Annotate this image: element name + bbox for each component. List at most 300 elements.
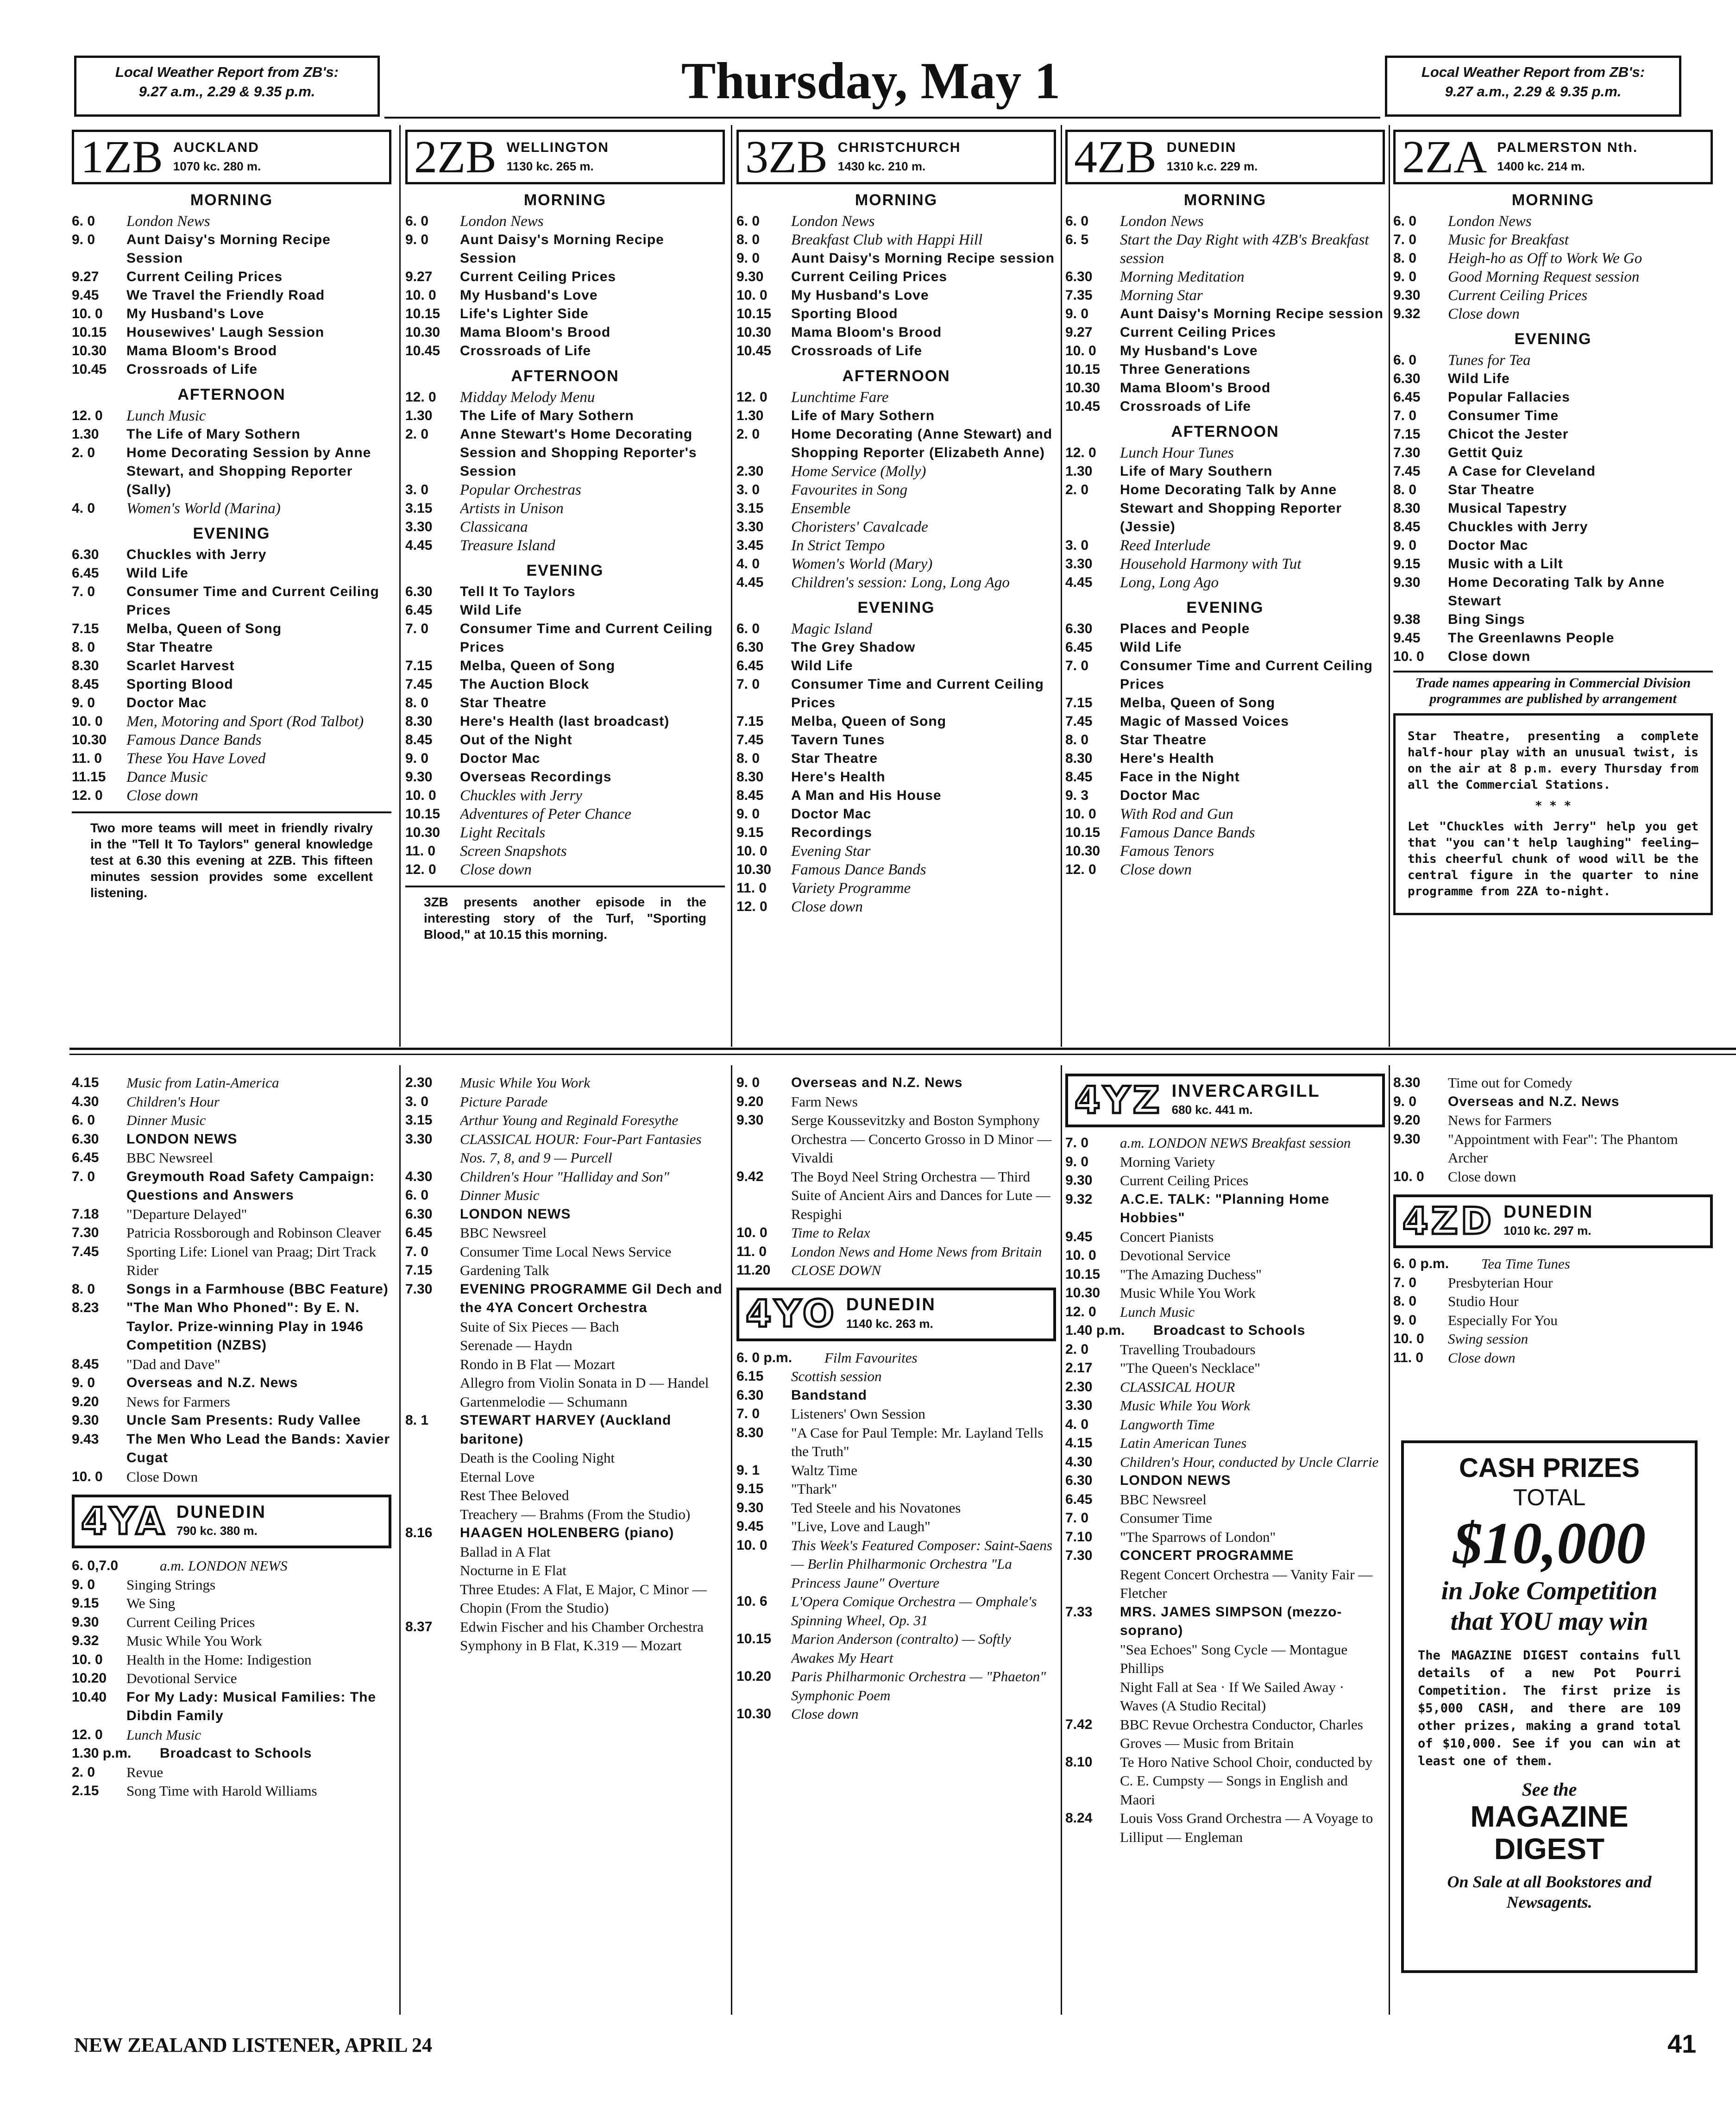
program-row [405,712,725,731]
program-title: Good Morning Request session [1448,269,1640,285]
program-time: 3.30 [1065,556,1093,572]
program-title: A Man and His House [791,788,942,803]
station-3zb [736,130,1056,1047]
program-time [405,1486,460,1505]
program-title: Music While You Work [460,1075,591,1091]
program-row [72,305,391,323]
section-heading: AFTERNOON [177,386,286,403]
program-row [1393,536,1713,555]
program-row [1065,638,1385,657]
program-time: 8.45 [1065,769,1093,785]
program-title: Mama Bloom's Brood [791,325,942,340]
program-time: 6.30 [1065,269,1093,284]
program-title: Music While You Work [126,1633,262,1649]
program-row [405,1111,725,1130]
program-list [1393,191,1713,666]
program-row [72,425,391,444]
program-row [736,898,1056,916]
program-time: 7. 0 [1393,408,1417,423]
program-title: My Husband's Love [126,306,264,321]
program-title: Light Recitals [460,824,546,841]
program-row [405,231,725,268]
program-row [405,1561,725,1580]
program-time: 10.30 [736,862,772,877]
program-row [405,805,725,823]
program-title: Music While You Work [1120,1397,1251,1414]
program-time: 4.15 [72,1075,99,1090]
program-title: Magic of Massed Voices [1120,714,1289,729]
program-row [72,1280,391,1299]
program-time: 9. 3 [1065,788,1089,803]
program-time: 10.15 [1065,1266,1101,1282]
program-title: Nocturne in E Flat [460,1562,566,1578]
program-row [1065,805,1385,823]
program-time: 3.30 [736,519,764,534]
program-time: 6.30 [736,1387,764,1403]
program-row [405,481,725,499]
program-time: 7.30 [1393,445,1421,460]
program-title: Life's Lighter Side [460,306,589,321]
program-title: Morning Variety [1120,1153,1215,1170]
program-row [72,675,391,694]
column-rule [731,1065,732,2015]
program-time: 4.30 [1065,1454,1093,1470]
program-title: Broadcast to Schools [1153,1323,1306,1338]
program-title: Lunch Hour Tunes [1120,445,1234,461]
program-row [1065,268,1385,286]
station-city: DUNEDIN [1166,140,1237,155]
program-title: Farm News [791,1093,858,1110]
program-row [736,462,1056,481]
section-heading: MORNING [1511,191,1595,209]
section-heading: MORNING [523,191,607,209]
logo-freq: 1010 kc. 297 m. [1503,1224,1591,1238]
program-title: "Dad and Dave" [126,1356,220,1372]
program-row [1065,305,1385,323]
weather-box-right [1385,56,1681,117]
program-title: Tunes for Tea [1448,352,1531,369]
program-title: The Greenlawns People [1448,630,1615,646]
program-time: 10.30 [736,325,772,340]
section-heading: EVENING [1186,599,1264,616]
program-time: 10. 0 [1393,649,1424,664]
program-time: 10.30 [72,343,107,358]
program-row [72,1374,391,1393]
program-title: Close down [1448,1349,1516,1366]
program-time: 8.45 [1393,519,1421,534]
program-row [405,1186,725,1205]
program-time: 6. 0 [72,214,95,229]
program-time: 7.35 [1065,288,1093,303]
column-rule [1389,125,1390,1047]
program-row [1065,768,1385,786]
program-title: Children's session: Long, Long Ago [791,574,1010,591]
program-row [405,1618,725,1637]
logo-call: 4YA [81,1499,167,1543]
section-heading: EVENING [193,525,270,542]
program-time: 10.30 [736,1706,772,1722]
program-time: 11. 0 [72,751,102,766]
program-time: 10. 0 [405,788,436,803]
program-list [1393,1074,1713,1186]
program-row [72,1782,391,1801]
program-row [72,1299,391,1355]
program-row [405,1224,725,1243]
program-time: 4.45 [405,538,433,553]
ad-amount: $10,000 [1453,1510,1646,1576]
program-title: Mama Bloom's Brood [1120,380,1271,396]
program-title: Here's Health [791,769,886,785]
program-title: Chuckles with Jerry [1448,519,1588,534]
program-time: 9. 0 [72,695,95,710]
program-title: Star Theatre [460,695,547,710]
program-title: Serenade — Haydn [460,1337,572,1353]
program-row [1393,305,1713,323]
program-row [1393,1130,1713,1168]
program-row [1065,620,1385,638]
program-row [1393,647,1713,666]
program-time: 10.15 [72,325,107,340]
program-row [405,1243,725,1262]
program-title: Doctor Mac [126,695,207,710]
program-time: 9.45 [736,1519,764,1534]
program-title: Time to Relax [791,1225,870,1241]
program-time: 4.45 [736,575,764,590]
program-title: News for Farmers [126,1393,230,1410]
program-row [72,1093,391,1112]
program-time: 8. 0 [72,640,95,655]
program-time: 10. 0 [1065,343,1096,358]
program-time: 8.45 [736,788,764,803]
lower-col-3 [736,1074,1056,1724]
program-title: News for Farmers [1448,1112,1552,1128]
program-title: A Case for Cleveland [1448,464,1596,479]
program-time [405,1580,460,1618]
program-row [736,286,1056,305]
program-row [72,268,391,286]
program-title: Evening Star [791,843,871,860]
program-title: Wild Life [1448,371,1510,386]
program-time: 8. 1 [405,1413,429,1428]
logo-city: INVERCARGILL [1171,1081,1321,1101]
program-row [1393,1093,1713,1112]
program-time: 9. 0 [72,232,95,247]
program-title: Gettit Quiz [1448,445,1523,460]
program-title: Death is the Cooling Night [460,1450,615,1466]
program-row [72,638,391,657]
program-row [736,842,1056,861]
program-row [405,1505,725,1524]
program-time: 6.30 [1065,1473,1093,1488]
program-title: Overseas and N.Z. News [126,1375,298,1390]
program-time: 8.30 [736,769,764,785]
program-time: 7. 0 [736,1406,760,1421]
station-logo-4zd [1393,1194,1713,1248]
program-row [405,1374,725,1393]
program-title: Heigh-ho as Off to Work We Go [1448,250,1642,267]
station-city: WELLINGTON [506,140,609,155]
section-heading: MORNING [855,191,938,209]
program-time: 9.30 [1393,1131,1421,1147]
program-title: Three Generations [1120,362,1251,377]
program-title: Lunch Music [126,1726,201,1743]
program-title: Marion Anderson (contralto) — Softly Awakes My Heart [791,1631,1011,1666]
program-row [736,1630,1056,1667]
program-time: 7. 0 [1393,1275,1417,1290]
program-title: Paris Philharmonic Orchestra — "Phaeton" Symphonic Poem [791,1668,1046,1703]
program-title: Overseas Recordings [460,769,612,785]
program-time: 12. 0 [72,788,103,803]
program-time: 9. 0 [1065,306,1089,321]
program-row [1065,1153,1385,1172]
program-title: Melba, Queen of Song [126,621,282,636]
station-logo-4yo [736,1288,1056,1341]
program-title: Lunchtime Fare [791,389,889,406]
program-row [405,1318,725,1337]
program-row [72,564,391,583]
program-row [736,1367,1056,1386]
program-title: Film Favourites [824,1349,918,1366]
program-time: 10.30 [1065,843,1101,859]
program-list [72,1074,391,1486]
program-title: Current Ceiling Prices [460,269,616,284]
program-title: Melba, Queen of Song [460,658,616,673]
logo-city: DUNEDIN [846,1295,936,1314]
program-title: Life of Mary Southern [1120,464,1273,479]
program-title: Picture Parade [460,1093,548,1110]
program-title: Current Ceiling Prices [791,269,948,284]
program-row [1065,342,1385,360]
lower-col-4 [1065,1074,1385,1847]
program-time: 10.15 [405,306,440,321]
program-row [405,1524,725,1543]
program-time: 7.42 [1065,1716,1093,1732]
program-row [72,1111,391,1130]
program-row [1065,573,1385,592]
program-title: For My Lady: Musical Families: The Dibdin Family [126,1689,377,1723]
program-title: Aunt Daisy's Morning Recipe session [791,251,1055,266]
station-call: 4ZB [1074,131,1157,182]
program-title: Songs in a Farmhouse (BBC Feature) [126,1281,389,1297]
program-row [405,601,725,620]
program-time: 8. 0 [1393,1294,1417,1309]
program-row [1065,1246,1385,1265]
program-row [1065,360,1385,379]
program-row [736,1517,1056,1536]
program-time: 9.45 [1065,1229,1093,1244]
program-time: 9.42 [736,1169,764,1184]
program-row [1065,1415,1385,1434]
program-title: Doctor Mac [1448,538,1528,553]
program-title: Melba, Queen of Song [1120,695,1276,710]
program-time: 8.16 [405,1525,433,1540]
program-title: Lunch Music [1120,1303,1195,1320]
program-time: 6. 0 [1393,214,1417,229]
program-time: 10.45 [736,343,772,358]
program-time: 9. 0 [72,1375,95,1390]
station-call: 3ZB [745,131,828,182]
program-row [72,286,391,305]
program-time: 4. 0 [72,501,95,516]
program-title: "Thark" [791,1481,837,1497]
program-title: Listeners' Own Session [791,1406,925,1422]
program-row [405,861,725,879]
program-time: 10. 0 [1393,1169,1424,1184]
program-row [405,620,725,657]
program-time: 10.45 [405,343,440,358]
promo-star-theatre: Star Theatre, presenting a complete half-hour play with an unusual twist, is on the air at 8 p.m. every Thursday from all the Commercial Stations. [1408,729,1698,792]
logo-call: 4ZD [1403,1199,1495,1243]
program-title: Musical Tapestry [1448,501,1567,516]
program-title: Here's Health [1120,751,1214,766]
lower-col-2 [405,1074,725,1655]
program-row [1065,379,1385,397]
program-title: "Sea Echoes" Song Cycle — Montague Phillips [1120,1641,1348,1676]
program-row [1065,1678,1385,1716]
program-list [1065,191,1385,879]
program-title: Close Down [126,1468,198,1485]
program-time: 8.30 [1393,1075,1421,1090]
program-row [1393,231,1713,249]
section-rule [69,1054,1736,1055]
program-title: Morning Star [1120,287,1203,304]
program-row [1065,444,1385,462]
program-title: Broadcast to Schools [160,1746,312,1761]
program-row [405,786,725,805]
promo-box [1393,713,1713,915]
program-title: "The Amazing Duchess" [1120,1266,1262,1282]
station-city: PALMERSTON Nth. [1497,140,1638,155]
program-title: Latin American Tunes [1120,1435,1247,1451]
ad-digest: DIGEST [1494,1832,1605,1866]
section-heading: MORNING [190,191,273,209]
program-time: 6. 0 p.m. [1393,1256,1449,1271]
program-row [72,1632,391,1651]
program-row [405,1336,725,1355]
program-time: 3.30 [1065,1398,1093,1413]
program-time: 4.30 [405,1169,433,1184]
program-time: 3.30 [405,519,433,534]
program-row [72,786,391,805]
program-row [405,499,725,518]
program-title: EVENING PROGRAMME Gil Dech and the 4YA Concert Orchestra [460,1281,723,1315]
section-heading: EVENING [1514,330,1592,348]
program-row [1065,1490,1385,1509]
program-time: 9. 0 [1393,1312,1417,1328]
program-time: 10.45 [1065,399,1101,414]
weather-line1: Local Weather Report from ZB's: [1421,64,1645,80]
station-1zb [72,130,391,1047]
program-title: Home Decorating Talk by Anne Stewart [1448,575,1665,609]
program-time: 10. 6 [736,1594,767,1609]
station-2zb [405,130,725,1047]
program-title: BBC Newsreel [1120,1491,1207,1508]
program-row [1393,573,1713,610]
program-title: Melba, Queen of Song [791,714,947,729]
program-time: 2. 0 [736,427,760,442]
program-title: Chicot the Jester [1448,427,1569,442]
program-time: 3.15 [405,1112,433,1128]
program-time: 12. 0 [405,862,436,877]
program-row [1065,1603,1385,1640]
program-row [1065,481,1385,536]
trade-notice: Trade names appearing in Commercial Division programmes are published by arrangement [1415,675,1691,706]
program-time: 8.23 [72,1300,99,1315]
program-title: Consumer Time [1120,1510,1212,1526]
program-title: Ensemble [791,500,851,517]
program-row [1065,1378,1385,1397]
ad-joke-competition: in Joke Competition [1441,1577,1658,1605]
program-row [405,1580,725,1618]
program-time: 8. 0 [72,1281,95,1297]
program-time [405,1505,460,1524]
logo-city: DUNEDIN [1503,1202,1594,1222]
program-title: Devotional Service [1120,1247,1231,1263]
program-row [1065,1453,1385,1472]
program-row [405,1486,725,1505]
program-row [1065,749,1385,768]
program-time: 9.15 [72,1596,99,1611]
program-row [1393,425,1713,444]
program-title: Men, Motoring and Sport (Rod Talbot) [126,713,364,730]
program-time: 9.45 [1393,630,1421,646]
program-row [72,1430,391,1468]
program-title: LONDON NEWS [1120,1473,1231,1488]
program-row [736,481,1056,499]
station-call: 2ZA [1402,131,1487,182]
program-row [736,1705,1056,1724]
program-title: Current Ceiling Prices [1448,287,1588,304]
program-title: Magic Island [791,621,873,637]
program-row [72,444,391,499]
program-list [405,191,725,879]
program-time: 6.30 [405,1206,433,1222]
program-row [72,1651,391,1670]
program-time: 9.43 [72,1431,99,1447]
program-row [736,323,1056,342]
program-row [72,499,391,518]
program-time: 9. 0 [405,232,429,247]
program-row [736,1349,1056,1368]
program-title: Crossroads of Life [791,343,923,358]
program-title: Close down [126,787,198,804]
program-row [72,1688,391,1726]
program-title: a.m. LONDON NEWS Breakfast session [1120,1135,1351,1151]
program-row [736,499,1056,518]
station-call: 2ZB [414,131,497,182]
program-time: 11. 0 [1393,1350,1424,1365]
program-row [1065,823,1385,842]
program-title: Household Harmony with Tut [1120,556,1302,572]
program-title: Rondo in B Flat — Mozart [460,1356,615,1372]
program-title: Choristers' Cavalcade [791,519,928,535]
program-time: 3.30 [405,1131,433,1147]
program-title: Serge Koussevitzky and Boston Symphony Orchestra — Concerto Grosso in D Minor — Vivaldi [791,1112,1052,1166]
program-title: Consumer Time and Current Ceiling Prices [460,621,713,655]
program-time: 4.30 [72,1093,99,1109]
program-row [1393,249,1713,268]
program-row [736,1536,1056,1593]
program-title: Morning Meditation [1120,269,1245,285]
program-time: 8. 0 [736,751,760,766]
program-time: 6.30 [405,584,433,599]
program-row [72,749,391,768]
program-time: 10.30 [405,325,440,340]
program-row [736,1243,1056,1262]
program-row [1065,536,1385,555]
program-row [736,768,1056,786]
program-title: Mama Bloom's Brood [126,343,277,358]
